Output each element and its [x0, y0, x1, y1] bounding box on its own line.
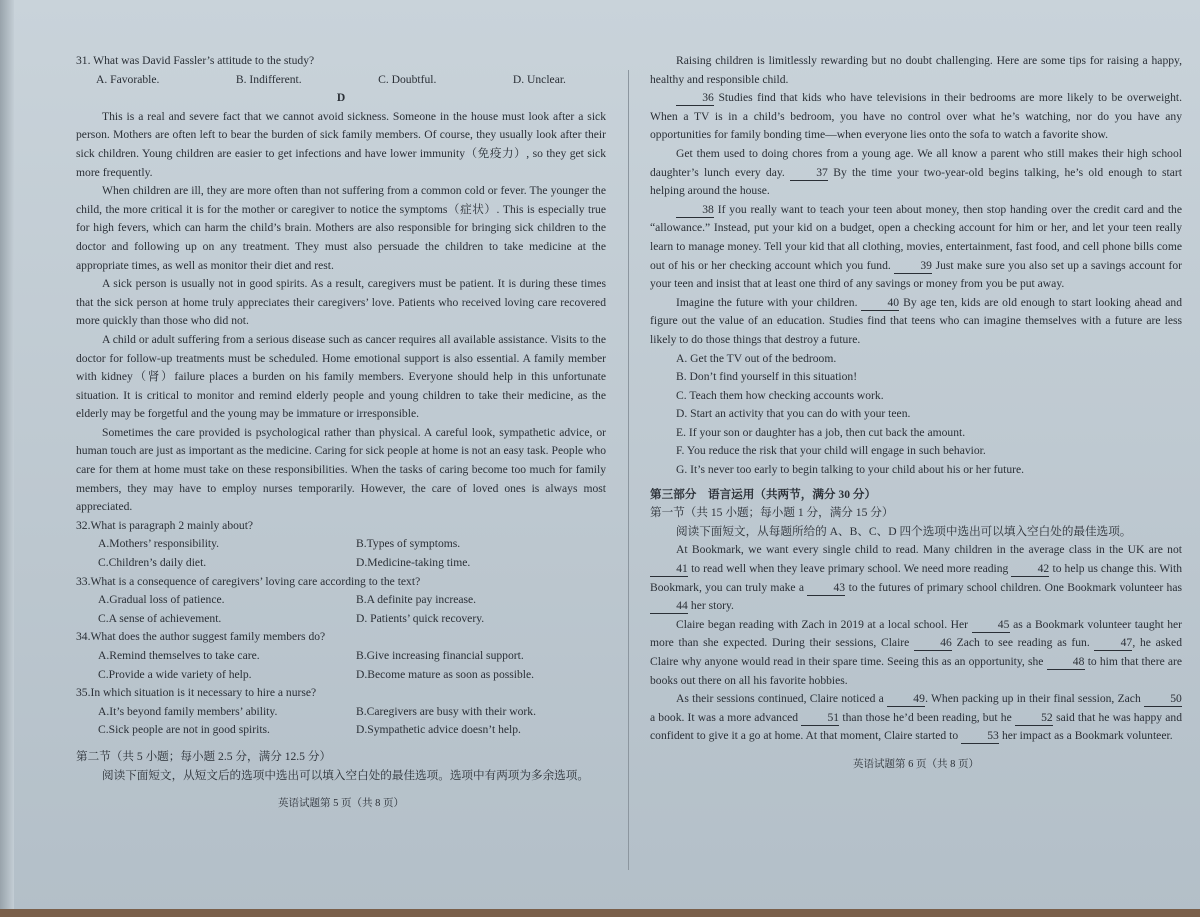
paragraph-text: , he asked Claire why anyone would read in their spare time. Seeing this as an opportunity, she [650, 636, 1182, 668]
paragraph-text: . When packing up in their final session, Zach [925, 692, 1141, 706]
blank-37: 37 [790, 166, 828, 181]
question-34 [76, 628, 606, 684]
part-3-section-1: 第一节（共 15 小题；每小题 1 分，满分 15 分） [650, 506, 894, 520]
blank-39: 39 [894, 259, 932, 274]
option: B. Don’t find yourself in this situation! [676, 370, 858, 384]
paragraph-text: Zach to see reading as fun. [956, 636, 1090, 650]
option: B.Caregivers are busy with their work. [356, 704, 536, 718]
paragraph-text: her impact as a Bookmark volunteer. [1001, 729, 1173, 743]
paragraph-text: Get them used to doing chores from a young age. We all know a parent who still makes their high school daughter’s lunch every day. [650, 146, 1182, 179]
paragraph-text: As their sessions continued, Claire noticed a [676, 692, 884, 706]
paragraph-text: said that he was happy and confident to give it a go at home. At that moment, Claire started to [650, 710, 1182, 743]
blank-46: 46 [914, 636, 952, 651]
blank-40: 40 [861, 296, 899, 311]
option-list [650, 350, 1182, 480]
blank-49: 49 [887, 692, 925, 707]
blank-45: 45 [972, 618, 1010, 633]
question-31-stem: 31. What was David Fassler’s attitude to the study? [76, 54, 315, 67]
paragraph-text: Studies find that kids who have televisions in their bedrooms are more likely to be overweight. When a TV is in a child’s bedroom, you have no control over what he’s watching, nor do you have any opportunities for family bonding time—when everyone lies onto the sofa to watch a favorite show. [650, 91, 1182, 142]
passage-paragraph: When children are ill, they are more often than not suffering from a common cold or fever. The younger the child, the more critical it is for the mother or caregiver to notice the symptoms（症状）. This is especially true for high fevers, which can harm the child’s brain. Mothers are also responsible for bringing sick children to the doctor and following up on any treatment. They must also persuade the children to take medicine at the appropriate times, as well as monitor their diet and rest. [76, 184, 606, 272]
binding-edge [0, 0, 14, 917]
option: B. Indifferent. [235, 72, 302, 86]
cloze-paragraph-2 [650, 616, 1182, 690]
option: G. It’s never too early to begin talking to your child about his or her future. [676, 463, 1025, 477]
option: A. Favorable. [96, 72, 160, 86]
question-stem: 34.What does the author suggest family members do? [76, 630, 326, 644]
question-35 [76, 684, 606, 740]
page-footer: 英语试题第 6 页（共 8 页） [853, 758, 979, 770]
paragraph-37 [650, 145, 1182, 201]
paragraph-36 [650, 89, 1182, 145]
option: B.Give increasing financial support. [356, 649, 524, 662]
page-divider [628, 70, 629, 870]
paragraph-40 [650, 294, 1182, 350]
blank-47: 47 [1094, 636, 1132, 651]
blank-36: 36 [676, 91, 714, 106]
paragraph-text: a book. It was a more advanced [650, 710, 799, 724]
left-page [76, 52, 606, 814]
option: D.Sympathetic advice doesn’t help. [356, 723, 521, 737]
option: C.A sense of achievement. [98, 611, 222, 625]
option: C.Sick people are not in good spirits. [98, 723, 270, 737]
blank-48: 48 [1047, 655, 1085, 670]
paragraph-text: to him that there are books out there on all his favorite hobbies. [650, 655, 1182, 687]
paragraph-text: By the time your two-year-old begins talking, he’s old enough to start helping around the house. [650, 165, 1182, 198]
option: C.Provide a wide variety of help. [98, 667, 252, 681]
option: D.Medicine-taking time. [356, 556, 471, 570]
paragraph-text: Just make sure you also set up a savings account for your teen and insist that at least one third of any savings or money from you be put away. [650, 258, 1183, 291]
passage-paragraph: This is a real and severe fact that we cannot avoid sickness. Someone in the house must look after a sick person. Mothers are often left to bear the burden of sick family members. Of course, they usually look after their sick children. Young children are easier to get infections and have lower immunity（免疫力）, so they get sick more frequently. [76, 109, 606, 179]
paragraph-38 [650, 201, 1182, 294]
option: D. Start an activity that you can do with your teen. [676, 407, 911, 421]
option: A.Gradual loss of patience. [98, 593, 225, 607]
question-stem: 33.What is a consequence of caregivers’ loving care according to the text? [76, 574, 421, 588]
paragraph-text: her story. [690, 599, 734, 613]
section-2-title: 第二节（共 5 小题；每小题 2.5 分，满分 12.5 分） [76, 749, 332, 763]
question-stem: 35.In which situation is it necessary to hire a nurse? [76, 686, 317, 700]
option: F. You reduce the risk that your child will engage in such behavior. [676, 444, 986, 458]
option: B.A definite pay increase. [356, 593, 477, 607]
passage-paragraph: Sometimes the care provided is psychological rather than physical. A careful look, sympathetic advice, or human touch are just as important as the medicine. Caring for sick people at home is not an easy task. People who care for them at home must take on these responsibilities. When the tasks of caring become too much for family members, they may have to employ nurses temporarily. However, the care of loved ones is always most appreciated. [76, 425, 606, 514]
paragraph-text: to help us change this. With Bookmark, you can truly make a [650, 562, 1183, 594]
paragraph-text: as a Bookmark volunteer taught her more than she expected. During their sessions, Claire [650, 617, 1183, 650]
paragraph-text: than those he’d been reading, but he [842, 710, 1012, 724]
part-3-instructions: 阅读下面短文，从每题所给的 A、B、C、D 四个选项中选出可以填入空白处的最佳选项。 [676, 524, 1132, 538]
option: A.Remind themselves to take care. [98, 649, 260, 662]
paragraph-text: to the futures of primary school children. One Bookmark volunteer has [848, 580, 1183, 594]
blank-41: 41 [650, 562, 688, 577]
option: C.Children’s daily diet. [98, 556, 207, 570]
blank-43: 43 [807, 581, 845, 596]
option: B.Types of symptoms. [356, 537, 461, 551]
blank-51: 51 [801, 711, 839, 726]
paragraph-text: At Bookmark, we want every single child to read. Many children in the average class in the UK are not [676, 543, 1182, 557]
option: D. Unclear. [512, 72, 566, 86]
option: C. Doubtful. [378, 72, 437, 86]
page-footer: 英语试题第 5 页（共 8 页） [278, 798, 404, 810]
blank-53: 53 [961, 729, 999, 744]
blank-52: 52 [1015, 711, 1053, 726]
option: A.It’s beyond family members’ ability. [98, 704, 278, 718]
desk-edge [0, 909, 1200, 917]
option: C. Teach them how checking accounts work. [676, 388, 884, 402]
option: D. Patients’ quick recovery. [356, 611, 485, 625]
paragraph-text: Claire began reading with Zach in 2019 at a local school. Her [676, 617, 969, 631]
paragraph-text: Imagine the future with your children. [676, 295, 858, 309]
option: A. Get the TV out of the bedroom. [676, 351, 837, 365]
passage-paragraph: A sick person is usually not in good spirits. As a result, caregivers must be patient. It is during these times that the sick person at home truly appreciates their caregivers’ love. Patients who received loving care recovered more quickly than those who did not. [76, 277, 606, 328]
part-3-title: 第三部分 语言运用（共两节，满分 30 分） [650, 487, 877, 501]
blank-42: 42 [1011, 562, 1049, 577]
blank-38: 38 [676, 203, 714, 218]
right-page [650, 52, 1182, 775]
section-d-label: D [336, 91, 346, 105]
paragraph-text: If you really want to teach your teen about money, then stop handing over the credit card and the “allowance.” Instead, put your kid on a budget, open a checking account for him or her, and let your teen really learn to manage money. Tell your kid that all clothing, movies, entertainment, fast food, and cell phone bills come out of his or her checking account which you fund. [650, 202, 1182, 272]
blank-44: 44 [650, 599, 688, 614]
option: E. If your son or daughter has a job, then cut back the amount. [676, 425, 966, 439]
option: A.Mothers’ responsibility. [98, 537, 220, 551]
question-32 [76, 517, 606, 573]
intro-paragraph: Raising children is limitlessly rewarding but no doubt challenging. Here are some tips for raising a happy, healthy and responsible child. [650, 54, 1182, 86]
question-stem: 32.What is paragraph 2 mainly about? [76, 518, 254, 532]
cloze-paragraph-1 [650, 541, 1182, 615]
paragraph-text: to read well when they leave primary school. We need more reading [691, 562, 1009, 576]
cloze-paragraph-3 [650, 690, 1182, 746]
question-33 [76, 573, 606, 629]
paragraph-text: By age ten, kids are old enough to start looking ahead and figure out the value of an education. Studies find that teens who can imagine themselves with a future are less likely to do those things that destroy a future. [650, 295, 1182, 346]
section-2-instructions: 阅读下面短文，从短文后的选项中选出可以填入空白处的最佳选项。选项中有两项为多余选项。 [102, 768, 589, 782]
question-31-options [76, 71, 606, 90]
option: D.Become mature as soon as possible. [356, 667, 535, 681]
passage-paragraph: A child or adult suffering from a serious disease such as cancer requires all available assistance. Visits to the doctor for follow-up treatments must be scheduled. Home emotional support is also essential. A family member with kidney（肾）failure places a burden on his family members. Everyone should help in this unfortunate situation. It is critical to monitor and remind elderly people and young children to take their medicine, as the elderly may be forgetful and the young may be immature or irresponsible. [76, 332, 606, 421]
blank-50: 50 [1144, 692, 1182, 707]
